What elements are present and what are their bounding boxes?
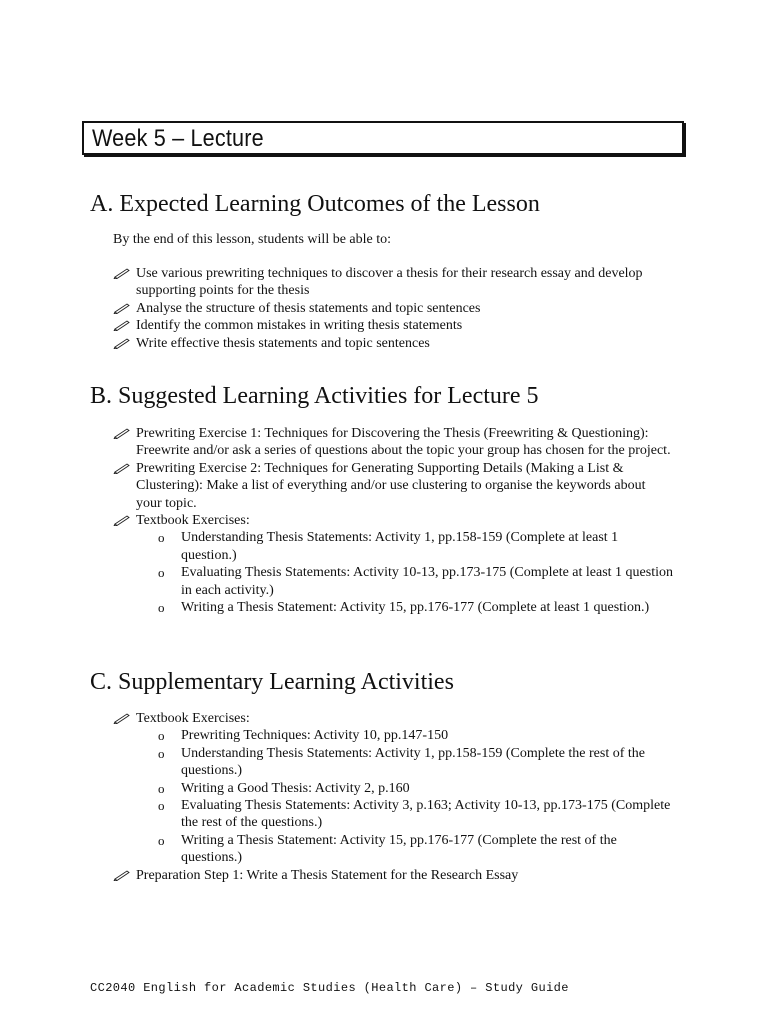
sub-item-text: Evaluating Thesis Statements: Activity 10-13, pp.173-175 (Complete at least 1 question in each activity.) (181, 565, 674, 598)
list-item-text: Use various prewriting techniques to discover a thesis for their research essay and develop supporting points for the thesis (136, 266, 643, 299)
circle-bullet-icon: o (158, 832, 165, 848)
week-title: Week 5 – Lecture (92, 125, 264, 152)
section-a-heading: A. Expected Learning Outcomes of the Lesson (90, 191, 540, 217)
sub-item-text: Understanding Thesis Statements: Activity 1, pp.158-159 (Complete at least 1 question.) (181, 530, 619, 563)
pencil-icon (113, 462, 131, 474)
circle-bullet-icon: o (158, 565, 165, 581)
textbook-exercises-sublist (136, 529, 673, 616)
sub-item-text: Evaluating Thesis Statements: Activity 3, p.163; Activity 10-13, pp.173-175 (Complete the rest of the questions.) (181, 798, 671, 831)
week-title-box (82, 121, 684, 155)
section-a-intro: By the end of this lesson, students will be able to: (113, 232, 392, 247)
list-item (113, 710, 673, 867)
list-item-text: Prewriting Exercise 1: Techniques for Discovering the Thesis (Freewriting & Questioning): Freewrite and/or ask a series of questions about the topic your group has chosen for the project. (136, 426, 671, 459)
sub-list-item (136, 832, 673, 867)
suggested-activities-list (113, 425, 673, 616)
sub-item-text: Writing a Thesis Statement: Activity 15, pp.176-177 (Complete the rest of the questions.) (181, 832, 617, 866)
supplementary-activities-list (113, 710, 673, 884)
pencil-icon (113, 302, 131, 314)
sub-item-text: Writing a Thesis Statement: Activity 15, pp.176-177 (Complete at least 1 question.) (181, 600, 650, 616)
pencil-icon (113, 319, 131, 331)
sub-list-item (136, 745, 673, 780)
learning-outcomes-list (113, 265, 653, 352)
pencil-icon (113, 869, 131, 881)
list-item (113, 317, 653, 334)
circle-bullet-icon: o (158, 780, 165, 796)
list-item (113, 867, 673, 884)
section-c-heading: C. Supplementary Learning Activities (90, 669, 454, 695)
sub-list-item (136, 780, 673, 797)
sub-item-text: Writing a Good Thesis: Activity 2, p.160 (181, 780, 410, 796)
pencil-icon (113, 712, 131, 724)
sub-list-item (136, 797, 673, 832)
list-item-text: Textbook Exercises: (136, 711, 250, 726)
list-item-text: Identify the common mistakes in writing thesis statements (136, 318, 463, 334)
section-b-heading: B. Suggested Learning Activities for Lecture 5 (90, 383, 539, 409)
list-item-text: Preparation Step 1: Write a Thesis Statement for the Research Essay (136, 867, 519, 883)
list-item-text: Prewriting Exercise 2: Techniques for Generating Supporting Details (Making a List & Clustering): Make a list of everything and/or use clustering to organise the keywords about your topic. (136, 460, 646, 511)
list-item (113, 300, 653, 317)
list-item (113, 265, 653, 300)
pencil-icon (113, 337, 131, 349)
circle-bullet-icon: o (158, 728, 165, 744)
list-item (113, 425, 673, 460)
sub-list-item (136, 599, 673, 616)
circle-bullet-icon: o (158, 600, 165, 616)
pencil-icon (113, 267, 131, 279)
sub-list-item (136, 727, 673, 744)
page-footer: CC2040 English for Academic Studies (Health Care) – Study Guide (90, 981, 569, 995)
sub-item-text: Understanding Thesis Statements: Activity 1, pp.158-159 (Complete the rest of the questions.) (181, 745, 646, 779)
circle-bullet-icon: o (158, 530, 165, 546)
list-item (113, 512, 673, 616)
list-item-text: Textbook Exercises: (136, 513, 250, 529)
list-item (113, 460, 673, 512)
pencil-icon (113, 514, 131, 526)
sub-list-item (136, 564, 673, 599)
list-item (113, 335, 653, 352)
sub-list-item (136, 529, 673, 564)
circle-bullet-icon: o (158, 798, 165, 814)
list-item-text: Write effective thesis statements and topic sentences (136, 335, 430, 351)
list-item-text: Analyse the structure of thesis statements and topic sentences (136, 300, 481, 316)
pencil-icon (113, 427, 131, 439)
circle-bullet-icon: o (158, 745, 165, 761)
sub-item-text: Prewriting Techniques: Activity 10, pp.147-150 (181, 728, 449, 744)
textbook-exercises-sublist (136, 727, 673, 866)
